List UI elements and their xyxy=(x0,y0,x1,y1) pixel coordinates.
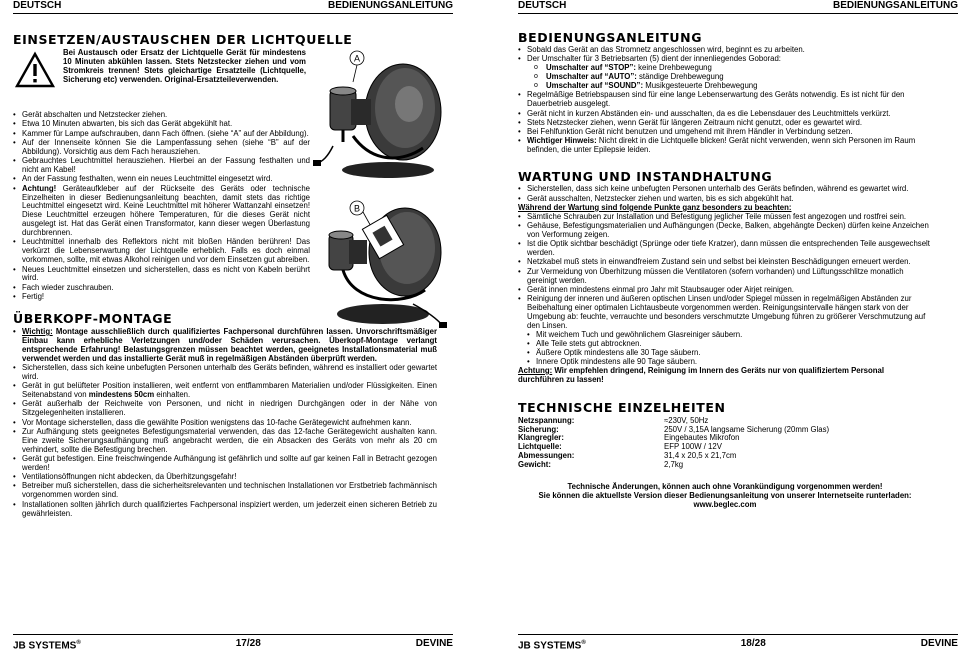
achtung-label: Achtung: xyxy=(518,365,553,375)
specs-table xyxy=(518,417,829,470)
footer-product: DEVINE xyxy=(920,638,958,649)
header-language: DEUTSCH xyxy=(518,0,567,11)
list-item: • Leuchtmittel innerhalb des Reflektors nicht mit bloßen Händen berühren! Das verkürzt die Lebenserwartung der Lichtquelle erheblich. Falls es doch einmal vorkommen, sollte, mit etwas Alkohol reinigen und vor dem Einsetzen gut abreiben. xyxy=(13,238,310,265)
hinweis-text: Nicht direkt in die Lichtquelle blicken! Gerät nicht verwenden, wenn sich Personen im Raum befinden, die unter Epilepsie leiden. xyxy=(527,136,916,155)
spec-label: Klangregler: xyxy=(518,433,564,443)
list-item: • Fach wieder zuschrauben. xyxy=(13,284,310,293)
brand-name: JB SYSTEMS xyxy=(518,640,582,652)
label-a: A xyxy=(353,53,361,64)
operation-list xyxy=(518,46,932,155)
list-item: • Fertig! xyxy=(13,293,310,302)
section-title-specs: TECHNISCHE EINZELHEITEN xyxy=(518,399,726,415)
section-title-maintenance: WARTUNG UND INSTANDHALTUNG xyxy=(518,169,773,185)
mode-text: ständige Drehbewegung xyxy=(636,72,724,82)
maintenance-heading: Während der Wartung sind folgende Punkte ganz besonders zu beachten: xyxy=(518,202,792,212)
warning-triangle-icon xyxy=(15,52,55,88)
mode-text: keine Drehbewegung xyxy=(635,63,712,73)
header-doc-title: BEDIENUNGSANLEITUNG xyxy=(327,0,453,11)
left-page xyxy=(13,0,453,654)
spec-value: EFP 100W / 12V xyxy=(664,442,722,452)
wichtig-label: Wichtig: xyxy=(22,326,53,336)
list-item: • Etwa 10 Minuten abwarten, bis sich das Gerät abgekühlt hat. xyxy=(13,120,310,129)
right-page xyxy=(518,0,958,654)
page-number: 17/28 xyxy=(235,638,261,649)
spec-value: ≈230V, 50Hz xyxy=(664,415,709,425)
list-item xyxy=(13,328,437,364)
page-header xyxy=(518,0,958,14)
mode-label: Umschalter auf “SOUND”: xyxy=(546,81,644,91)
list-item: • Sicherstellen, dass sich keine unbefugten Personen unterhalb des Geräts befinden, während es gewartet wird. xyxy=(518,185,932,194)
list-item: • Ist die Optik sichtbar beschädigt (Sprünge oder tiefe Kratzer), dann müssen die entsprechenden Teile ausgewechselt werden. xyxy=(518,240,932,258)
list-item: • Gerät gut befestigen. Eine freischwingende Aufhängung ist gefährlich und sollte auf gar keinen Fall in Betracht gezogen werden! xyxy=(13,455,437,473)
page-footer xyxy=(13,634,453,651)
brand-name: JB SYSTEMS xyxy=(13,640,77,652)
mode-label: Umschalter auf “AUTO”: xyxy=(546,72,637,82)
notice-line: Sie können die aktuellste Version dieser Bedienungsanleitung von unserer Internetseite runterladen: xyxy=(538,491,912,501)
label-b: B xyxy=(353,203,361,214)
list-item: • Gerät innen mindestens einmal pro Jahr mit Staubsauger oder Airjet reinigen. xyxy=(518,286,932,295)
spec-label: Netzspannung: xyxy=(518,415,575,425)
mode-label: Umschalter auf “STOP”: xyxy=(546,63,636,73)
notice-block xyxy=(518,483,932,510)
header-doc-title: BEDIENUNGSANLEITUNG xyxy=(832,0,958,11)
spec-value: 31,4 x 20,5 x 21,7cm xyxy=(664,451,737,461)
list-item: • Sämtliche Schrauben zur Installation und Befestigung jeglicher Teile müssen fest angezogen und rostfrei sein. xyxy=(518,213,932,222)
list-item: • Gerät abschalten und Netzstecker ziehen. xyxy=(13,111,310,120)
achtung-text: Wir empfehlen dringend, Reinigung im Innern des Geräts nur von qualifiziertem Personal durchführen zu lassen! xyxy=(518,365,885,384)
website-link[interactable]: www.beglec.com xyxy=(693,499,757,509)
list-item: • Alle Teile stets gut abtrocknen. xyxy=(518,340,932,349)
spec-value: 250V / 3,15A langsame Sicherung (20mm Glas) xyxy=(664,424,830,434)
figure-b xyxy=(329,201,447,328)
list-item: • Betreiber muß sicherstellen, dass die sicherheitsrelevanten und technischen Installationen vor Erstbetrieb fachmännisch vorgenommen worden sind. xyxy=(13,482,437,500)
list-item: • Bei Fehlfunktion Gerät nicht benutzen und umgehend mit ihrem Händler in Verbindung setzen. xyxy=(518,128,932,137)
list-item xyxy=(13,382,437,400)
device-illustration xyxy=(313,44,448,334)
lamp-steps-list xyxy=(13,111,310,302)
wichtig-text: Montage ausschließlich durch qualifiziertes Fachpersonal durchführen lassen. Unvorschriftsmäßiger Einbau kann erhebliche Verletzungen und/oder Schäden verursachen. Überkopf-Montage verlangt entsprechende Erfahrung! Belastungsgrenzen müssen beachtet werden, geeignetes Installationsmaterial muß verwendet werden und das installierte Gerät muß in regelmäßigen Abständen überprüft werden. xyxy=(22,326,437,363)
mounting-list xyxy=(13,328,437,519)
warning-text: Bei Austausch oder Ersatz der Lichtquelle Gerät für mindestens 10 Minuten abkühlen lassen. Stets Netzstecker ziehen und vom Stromkreis trennen! Stets gleichartige Ersatzteile (Lichtquelle, Sicherung etc) verwenden. Original-Ersatzteileverwenden. xyxy=(63,48,306,84)
spec-label: Abmessungen: xyxy=(518,451,575,461)
page-number: 18/28 xyxy=(740,638,766,649)
spec-label: Gewicht: xyxy=(518,460,551,470)
list-item: • Kammer für Lampe aufschrauben, dann Fach öffnen. (siehe “A” auf der Abbildung). xyxy=(13,130,310,139)
list-item: • Vor Montage sicherstellen, dass die gewählte Position wenigstens das 10-fache Gerätegewicht aufnehmen kann. xyxy=(13,419,437,428)
mount-text-end: einhalten. xyxy=(154,390,191,400)
list-item xyxy=(518,137,932,155)
footer-product: DEVINE xyxy=(415,638,453,649)
list-item: • Sicherstellen, dass sich keine unbefugten Personen unterhalb des Geräts befinden, während es installiert oder gewartet wird. xyxy=(13,364,437,382)
list-item: • Gerät nicht in kurzen Abständen ein- und ausschalten, da es die Lebensdauer des Leuchtmittels verkürzt. xyxy=(518,110,932,119)
list-item: • An der Fassung festhalten, wenn ein neues Leuchtmittel eingesetzt wird. xyxy=(13,175,310,184)
hinweis-label: Wichtiger Hinweis: xyxy=(527,136,597,146)
list-item: • Ventilationsöffnungen nicht abdecken, da Überhitzungsgefahr! xyxy=(13,473,437,482)
list-item: • Auf der Innenseite können Sie die Lampenfassung sehen (siehe “B” auf der Abbildung). Vorsichtig aus dem Fach herausziehen. xyxy=(13,139,310,157)
registered-mark: ® xyxy=(581,640,586,646)
page-header xyxy=(13,0,453,14)
figure-a xyxy=(313,51,441,178)
spec-label: Sicherung: xyxy=(518,424,559,434)
list-item: • Gehäuse, Befestigungsmaterialien und Aufhängungen (Decke, Balken, abgehängte Decken) dürfen keine Anzeichen von Verformung zeigen. xyxy=(518,222,932,240)
cleaning-list xyxy=(518,331,932,367)
list-item: • Neues Leuchtmittel einsetzen und sicherstellen, dass es nicht von Kabeln berührt wird. xyxy=(13,266,310,284)
footer-brand xyxy=(13,638,81,651)
list-item: • Gerät ausschalten, Netzstecker ziehen und warten, bis es sich abgekühlt hat. xyxy=(518,195,932,204)
footer-brand xyxy=(518,638,586,651)
maintenance-list xyxy=(518,185,932,203)
list-item xyxy=(13,185,310,238)
list-item: • Sobald das Gerät an das Stromnetz angeschlossen wird, beginnt es zu arbeiten. xyxy=(518,46,932,55)
maintenance-checklist xyxy=(518,213,932,331)
achtung-label: Achtung! xyxy=(22,183,57,193)
list-item: • Regelmäßige Betriebspausen sind für eine lange Lebenserwartung des Geräts notwendig. Es ist nicht für den Dauerbetrieb ausgelegt. xyxy=(518,91,932,109)
mount-text: Gerät in gut belüfteter Position installieren, weit entfernt von entflammbaren Materialien und/oder Flüssigkeiten. Einen Seitenabstand von xyxy=(22,381,437,400)
maintenance-warning xyxy=(518,367,932,385)
mode-intro: Der Umschalter für 3 Betriebsarten (5) dient der innenliegendes Goborad: xyxy=(527,54,781,64)
list-item: • Äußere Optik mindestens alle 30 Tage säubern. xyxy=(518,349,932,358)
list-item: • Zur Aufhängung stets geeignetes Befestigungsmaterial verwenden, das das 12-fache Gerätegewicht aushalten kann. Eine zweite Sicherungsaufhängung muß angebracht werden, die ein Absacken des Geräts von mehr als 20 cm verhindert, sollte die Befestigung brechen. xyxy=(13,428,437,455)
list-item: • Netzkabel muß stets in einwandfreiem Zustand sein und selbst bei kleinsten Beschädigungen erneuert werden. xyxy=(518,258,932,267)
table-row xyxy=(518,461,829,470)
list-item: • Zur Vermeidung von Überhitzung müssen die Ventilatoren (sofern vorhanden) und Lüftungsschlitze monatlich gereinigt werden. xyxy=(518,268,932,286)
achtung-text: Geräteaufkleber auf der Rückseite des Geräts oder technische Einzelheiten in dieser Bedienungsanleitung beachten, damit stets das richtige Leuchtmittel eingesetzt wird. Keine Leuchtmittel mit höherer Wattanzahl einsetzen! Diese Leuchtmittel erzeugen höhere Temperaturen, für die dieses Gerät nicht ausgelegt ist. Hat das Gerät einen Transformator, kann dieser wegen Überlastung durchbrennen. xyxy=(22,183,310,238)
list-item: • Gerät außerhalb der Reichweite von Personen, und nicht in niedrigen Durchgängen oder in der Nähe von Sitzgelegenheiten installieren. xyxy=(13,400,437,418)
mount-distance: mindestens 50cm xyxy=(88,390,155,400)
notice-line: Technische Änderungen, können auch ohne Vorankündigung vorgenommen werden! xyxy=(567,482,883,492)
spec-value: Eingebautes Mikrofon xyxy=(664,433,740,443)
spec-value: 2,7kg xyxy=(664,460,684,470)
registered-mark: ® xyxy=(76,640,81,646)
spec-label: Lichtquelle: xyxy=(518,442,562,452)
mode-list xyxy=(518,64,932,91)
section-title-mounting: ÜBERKOPF-MONTAGE xyxy=(13,310,173,326)
list-item: • Innere Optik mindestens alle 90 Tage säubern. xyxy=(518,358,932,367)
section-title-lamp: EINSETZEN/AUSTAUSCHEN DER LICHTQUELLE xyxy=(13,32,353,47)
list-item: • Installationen sollten jährlich durch qualifiziertes Fachpersonal inspiziert werden, um jederzeit einen sicheren Betrieb zu gewährleisten. xyxy=(13,501,437,519)
section-title-operation: BEDIENUNGSANLEITUNG xyxy=(518,30,703,45)
page-footer xyxy=(518,634,958,651)
mode-text: Musikgesteuerte Drehbewegung xyxy=(643,81,758,91)
list-item: • Reinigung der inneren und äußeren optischen Linsen und/oder Spiegel müssen in regelmäßigen Abständen zur Beibehaltung einer optimalen Lichtausbeute vorgenommen werden. Reinigungsintervalle hängen stark von der Umgebung ab: feuchte, verrauchte und besonders verschmutzte Umgebung führen zu größerer Verschmutzung auf den Linsen. xyxy=(518,295,932,331)
list-item xyxy=(518,55,932,91)
list-item: • Gebrauchtes Leuchtmittel herausziehen. Hierbei an der Fassung festhalten und nicht am Kabel! xyxy=(13,157,310,175)
list-item: • Mit weichem Tuch und gewöhnlichem Glasreiniger säubern. xyxy=(518,331,932,340)
list-item: • Stets Netzstecker ziehen, wenn Gerät für längeren Zeitraum nicht genutzt, oder es gewartet wird. xyxy=(518,119,932,128)
header-language: DEUTSCH xyxy=(13,0,62,11)
